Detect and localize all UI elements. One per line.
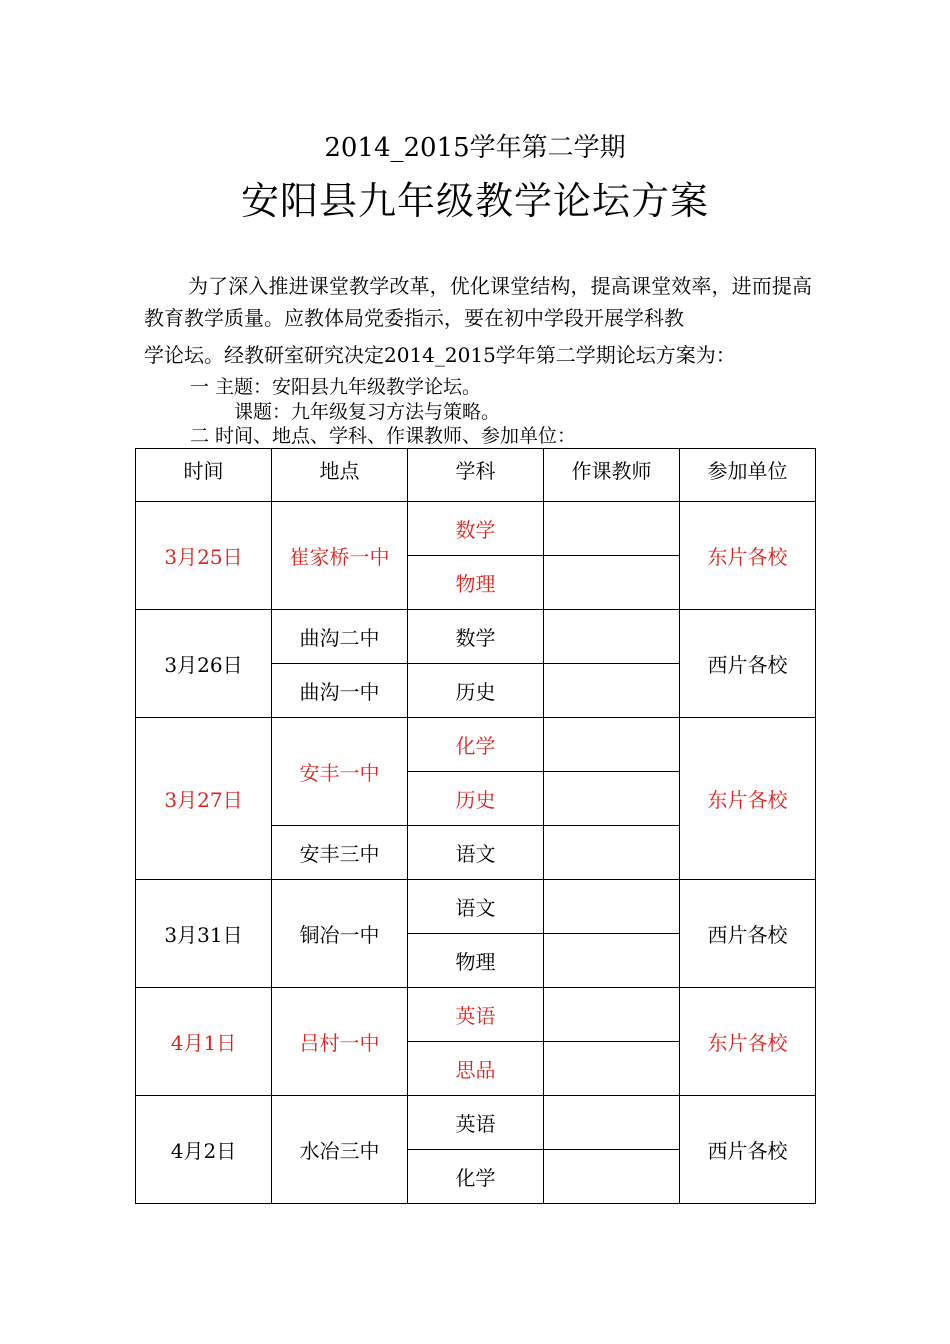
intro-paragraph (144, 270, 812, 376)
cell-subject: 历史 (408, 772, 544, 826)
header-location: 地点 (272, 449, 408, 502)
cell-teacher (544, 826, 680, 880)
cell-date: 4月2日 (136, 1096, 272, 1204)
document-subtitle: 2014_2015学年第二学期 (324, 133, 626, 163)
cell-teacher (544, 610, 680, 664)
header-teacher: 作课教师 (544, 449, 680, 502)
header-date: 时间 (136, 449, 272, 502)
section-1-topic: 一 主题：安阳县九年级教学论坛。 (190, 376, 482, 398)
intro-text: 为了深入推进课堂教学改革，优化课堂结构，提高课堂效率，进而提高教育教学质量。应教体局党委指示，要在初中学段开展学科教 (144, 274, 812, 330)
cell-unit: 东片各校 (680, 988, 816, 1096)
table-row (136, 610, 816, 664)
cell-teacher (544, 1096, 680, 1150)
cell-date: 3月27日 (136, 718, 272, 880)
cell-unit: 东片各校 (680, 502, 816, 610)
cell-date: 3月26日 (136, 610, 272, 718)
cell-location: 曲沟一中 (272, 664, 408, 718)
cell-location: 曲沟二中 (272, 610, 408, 664)
cell-unit: 东片各校 (680, 718, 816, 880)
cell-teacher (544, 1042, 680, 1096)
document-title: 安阳县九年级教学论坛方案 (240, 179, 709, 223)
table-header-row (136, 449, 816, 502)
cell-date: 3月25日 (136, 502, 272, 610)
table-row (136, 502, 816, 556)
cell-subject: 语文 (408, 880, 544, 934)
cell-teacher (544, 664, 680, 718)
cell-teacher (544, 556, 680, 610)
cell-teacher (544, 718, 680, 772)
cell-teacher (544, 934, 680, 988)
cell-subject: 化学 (408, 718, 544, 772)
header-unit: 参加单位 (680, 449, 816, 502)
cell-date: 4月1日 (136, 988, 272, 1096)
cell-subject: 历史 (408, 664, 544, 718)
cell-location: 水冶三中 (272, 1096, 408, 1204)
table-row (136, 880, 816, 934)
cell-unit: 西片各校 (680, 610, 816, 718)
section-1-subject: 课题：九年级复习方法与策略。 (234, 401, 501, 423)
cell-location: 崔家桥一中 (272, 502, 408, 610)
cell-subject: 思品 (408, 1042, 544, 1096)
cell-date: 3月31日 (136, 880, 272, 988)
section-2-heading: 二 时间、地点、学科、作课教师、参加单位： (190, 425, 577, 447)
cell-subject: 数学 (408, 610, 544, 664)
table-row (136, 718, 816, 772)
cell-teacher (544, 988, 680, 1042)
cell-location: 铜冶一中 (272, 880, 408, 988)
cell-subject: 数学 (408, 502, 544, 556)
cell-teacher (544, 1150, 680, 1204)
table-row (136, 988, 816, 1042)
cell-subject: 语文 (408, 826, 544, 880)
cell-location: 吕村一中 (272, 988, 408, 1096)
cell-unit: 西片各校 (680, 1096, 816, 1204)
cell-subject: 物理 (408, 556, 544, 610)
cell-subject: 物理 (408, 934, 544, 988)
cell-unit: 西片各校 (680, 880, 816, 988)
cell-subject: 化学 (408, 1150, 544, 1204)
cell-subject: 英语 (408, 988, 544, 1042)
schedule-table (135, 448, 816, 1204)
cell-location: 安丰三中 (272, 826, 408, 880)
cell-subject: 英语 (408, 1096, 544, 1150)
intro-text-end: 学论坛。经教研室研究决定2014_2015学年第二学期论坛方案为： (144, 343, 736, 367)
cell-teacher (544, 772, 680, 826)
table-row (136, 1096, 816, 1150)
cell-teacher (544, 502, 680, 556)
header-subject: 学科 (408, 449, 544, 502)
cell-location: 安丰一中 (272, 718, 408, 826)
cell-teacher (544, 880, 680, 934)
